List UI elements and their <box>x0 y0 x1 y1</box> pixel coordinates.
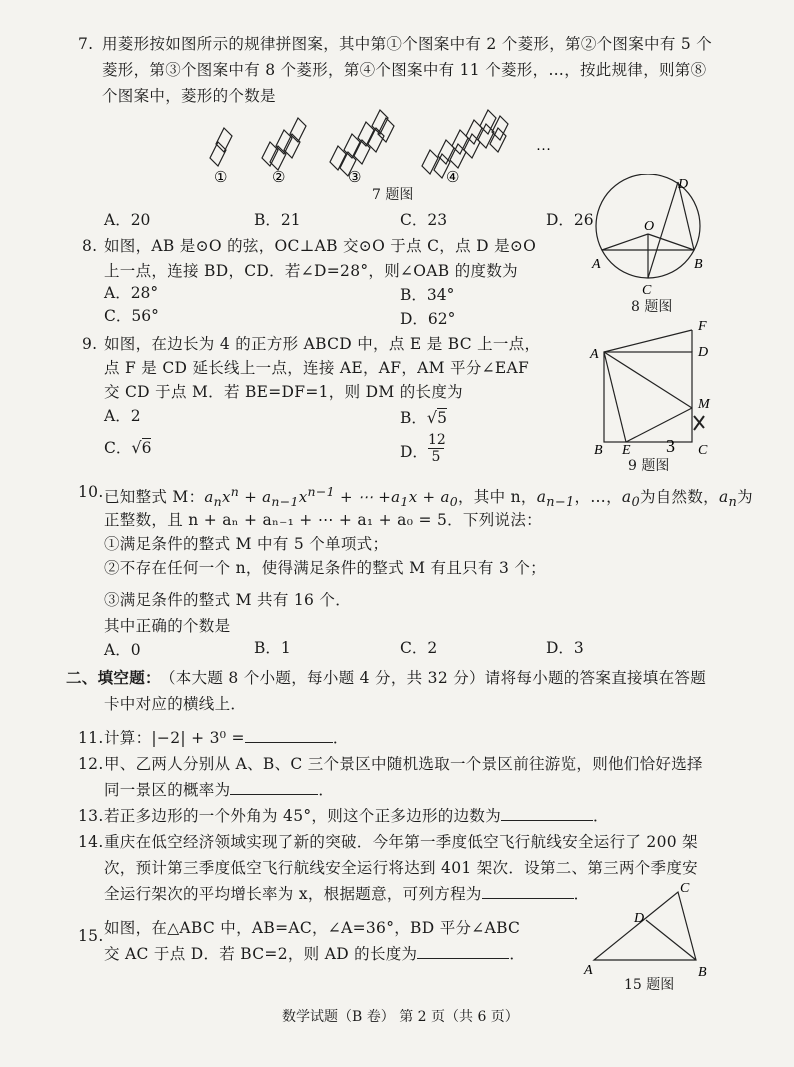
q10-option-d: D．3 <box>546 639 584 657</box>
q13-answer-blank[interactable] <box>501 806 593 821</box>
q7-line3: 个图案中，菱形的个数是 <box>102 87 276 105</box>
q8-line1: 如图，AB 是⊙O 的弦，OC⊥AB 交⊙O 于点 C，点 D 是⊙O <box>104 237 537 255</box>
q9-line2: 点 F 是 CD 延长线上一点，连接 AE，AF，AM 平分∠EAF <box>104 359 530 377</box>
q15-line2-wrap <box>104 944 525 964</box>
q9-option-c: C．√6 <box>104 438 152 457</box>
q9-label-d: D <box>698 345 709 360</box>
q7-label-3: ③ <box>348 170 362 186</box>
q10-line1-prefix: 已知整式 M： <box>104 488 205 506</box>
q14-answer-blank[interactable] <box>482 884 574 899</box>
q9-fraction-denominator: 5 <box>431 449 441 465</box>
q7-option-c: C．23 <box>400 211 448 229</box>
q7-line1: 用菱形按如图所示的规律拼图案，其中第①个图案中有 2 个菱形，第②个图案中有 5 个 <box>102 35 713 53</box>
q10-line1-end: ，…， <box>574 488 622 506</box>
q9-label-e: E <box>622 443 631 458</box>
q11-text-line <box>104 728 349 748</box>
q10-line2: 正整数，且 n + aₙ + aₙ₋₁ + ⋯ + a₁ + a₀ = 5．下列说法： <box>104 511 542 529</box>
q14-line2: 次，预计第三季度低空飞行航线安全运行将达到 401 架次．设第二、第三两个季度安 <box>104 859 698 877</box>
q13-text: 若正多边形的一个外角为 45°，则这个正多边形的边数为 <box>104 807 502 825</box>
q10-line1-tail: 为自然数， <box>639 488 719 506</box>
q9-label-a: A <box>590 347 599 362</box>
q15-caption: 15 题图 <box>624 977 675 993</box>
q10-number: 10. <box>78 483 104 501</box>
q8-option-d: D．62° <box>400 310 456 328</box>
q7-number: 7. <box>78 35 94 53</box>
q9-label-c: C <box>698 443 708 458</box>
q15-end: ． <box>509 945 526 963</box>
q15-line2: 交 AC 于点 D．若 BC=2，则 AD 的长度为 <box>104 945 418 963</box>
q10-option-b: B．1 <box>254 639 291 657</box>
q13-end: ． <box>593 807 609 825</box>
q9-option-d-label: D． <box>400 443 428 461</box>
q8-label-b: B <box>694 257 703 272</box>
q9-square-figure <box>586 316 716 466</box>
q9-option-b-radicand: 5 <box>437 409 447 427</box>
q8-label-c: C <box>642 283 652 294</box>
q9-line3: 交 CD 于点 M．若 BE=DF=1，则 DM 的长度为 <box>104 383 463 401</box>
q8-option-a: A．28° <box>104 284 159 302</box>
q15-label-c: C <box>680 881 690 896</box>
q10-line1-suffix: ，其中 n， <box>457 488 537 506</box>
q10-line1: 已知整式 M：$a_nx^n + a_{n-1}x^{n-1}$ + ⋯ $+a_1x + a_0$，其中 n，$a_{n-1}$，…，$a_0$为自然数，$a_n$为 <box>104 484 753 511</box>
q10-statement-1: ①满足条件的整式 M 中有 5 个单项式； <box>104 535 389 553</box>
q7-label-4: ④ <box>446 170 460 186</box>
q11-number: 11. <box>78 729 104 747</box>
q7-line2: 菱形，第③个图案中有 8 个菱形，第④个图案中有 11 个菱形，…，按此规律，则第⑧ <box>102 61 707 79</box>
q13-number: 13. <box>78 807 104 825</box>
q9-handwritten-mark <box>694 416 704 430</box>
q10-option-c: C．2 <box>400 639 438 657</box>
q9-number: 9. <box>82 335 98 353</box>
q9-label-b: B <box>594 443 603 458</box>
q8-label-o: O <box>644 219 655 234</box>
q9-handwritten-3: 3 <box>666 436 675 456</box>
section2-title: 二、填空题： <box>66 668 161 687</box>
q15-answer-blank[interactable] <box>417 944 509 959</box>
q9-fraction-numerator: 12 <box>428 432 446 448</box>
q10-statement-2: ②不存在任何一个 n，使得满足条件的整式 M 有且只有 3 个； <box>104 559 546 577</box>
q13-text-line <box>104 806 609 826</box>
q10-question: 其中正确的个数是 <box>104 617 231 635</box>
q14-end: ． <box>573 885 590 903</box>
q12-end: ． <box>318 781 335 799</box>
q9-option-b-label: B． <box>400 409 427 427</box>
q7-option-b: B．21 <box>254 211 301 229</box>
page-footer: 数学试题（B 卷） 第 2 页（共 6 页） <box>282 1009 519 1025</box>
q8-circle-figure <box>588 174 718 294</box>
q15-label-a: A <box>584 963 593 978</box>
q7-ellipsis: … <box>536 138 551 154</box>
q9-option-d <box>400 442 428 462</box>
q7-option-a: A．20 <box>104 211 151 229</box>
q14-number: 14. <box>78 833 104 851</box>
q7-rhombus-patterns <box>210 110 508 178</box>
q12-number: 12. <box>78 755 104 773</box>
q15-triangle-figure <box>580 880 710 980</box>
q9-option-c-radicand: 6 <box>141 439 152 457</box>
q8-number: 8. <box>82 237 98 255</box>
q10-option-a: A．0 <box>104 641 141 659</box>
q9-label-m: M <box>698 397 710 412</box>
q7-option-d: D．26 <box>546 211 594 229</box>
q12-line1: 甲、乙两人分别从 A、B、C 三个景区中随机选取一个景区前往游览，则他们恰好选择 <box>104 755 703 773</box>
q15-label-b: B <box>698 965 707 980</box>
q15-label-d: D <box>634 911 645 926</box>
q9-caption: 9 题图 <box>628 458 670 474</box>
q12-line2-wrap <box>104 780 334 800</box>
q9-line1: 如图，在边长为 4 的正方形 ABCD 中，点 E 是 BC 上一点， <box>104 335 541 353</box>
q7-label-1: ① <box>214 170 228 186</box>
q15-number: 15. <box>78 927 104 945</box>
q8-caption: 8 题图 <box>631 299 673 315</box>
q7-caption: 7 题图 <box>372 187 414 203</box>
q7-label-2: ② <box>272 170 286 186</box>
q14-line3-wrap <box>104 884 589 904</box>
q15-line1: 如图，在△ABC 中，AB=AC，∠A=36°，BD 平分∠ABC <box>104 919 521 937</box>
q12-line2: 同一景区的概率为 <box>104 781 231 799</box>
q9-label-f: F <box>698 319 707 334</box>
q11-answer-blank[interactable] <box>245 728 333 743</box>
q9-option-a: A．2 <box>104 407 141 425</box>
q14-line3: 全运行架次的平均增长率为 x，根据题意，可列方程为 <box>104 885 482 903</box>
q11-end: ． <box>332 729 349 747</box>
q8-label-d: D <box>678 177 689 192</box>
q9-option-d-fraction <box>428 432 444 465</box>
section2-desc1: （本大题 8 个小题，每小题 4 分，共 32 分）请将每小题的答案直接填在答题 <box>160 669 707 687</box>
q10-line1-last: 为 <box>737 488 753 506</box>
q14-line1: 重庆在低空经济领域实现了新的突破．今年第一季度低空飞行航线安全运行了 200 架 <box>104 833 698 851</box>
q12-answer-blank[interactable] <box>230 780 318 795</box>
q9-option-b: B．√5 <box>400 408 447 427</box>
q8-line2: 上一点，连接 BD，CD．若∠D=28°，则∠OAB 的度数为 <box>104 262 518 280</box>
section2-desc2: 卡中对应的横线上． <box>104 695 247 713</box>
q9-option-c-label: C． <box>104 439 132 457</box>
q8-option-c: C．56° <box>104 307 159 325</box>
q8-label-a: A <box>592 257 601 272</box>
q8-option-b: B．34° <box>400 286 455 304</box>
q10-statement-3: ③满足条件的整式 M 共有 16 个． <box>104 591 352 609</box>
q11-text: 计算：|−2| + 3⁰ = <box>104 729 245 747</box>
